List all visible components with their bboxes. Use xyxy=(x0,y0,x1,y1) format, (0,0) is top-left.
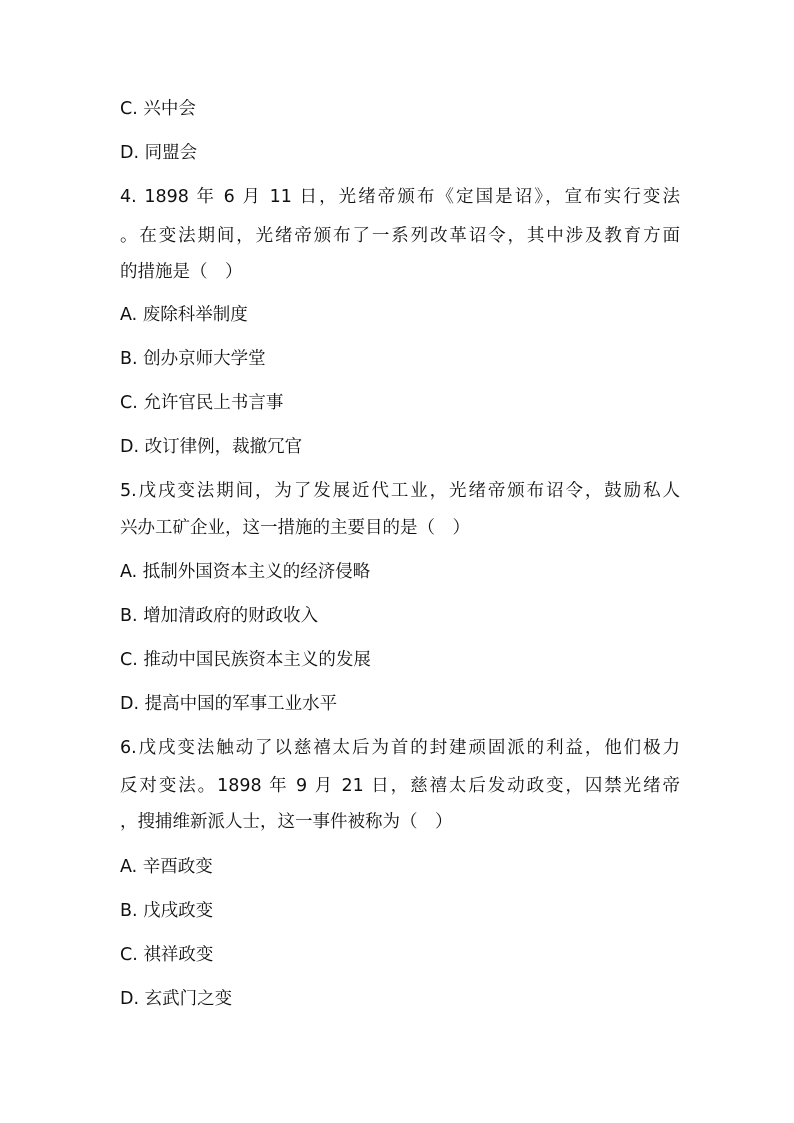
q6-option-b: B. 戊戌政变 xyxy=(120,901,214,921)
q3-option-d: D. 同盟会 xyxy=(120,143,198,163)
q5-option-b: B. 增加清政府的财政收入 xyxy=(120,606,319,626)
q5-option-c: C. 推动中国民族资本主义的发展 xyxy=(120,650,371,670)
q5-option-d: D. 提高中国的军事工业水平 xyxy=(120,694,338,714)
q4-option-c: C. 允许官民上书言事 xyxy=(120,393,284,413)
q6-stem-line3: ，搜捕维新派人士，这一事件被称为（ ） xyxy=(120,812,453,832)
q4-stem-line1: 4. 1898 年 6 月 11 日，光绪帝颁布《定国是诏》，宣布实行变法 xyxy=(120,187,680,207)
q4-option-d: D. 改订律例，裁撤冗官 xyxy=(120,437,303,457)
q4-option-a: A. 废除科举制度 xyxy=(120,305,248,325)
q6-option-d: D. 玄武门之变 xyxy=(120,989,233,1009)
q5-stem-line2: 兴办工矿企业，这一措施的主要目的是（ ） xyxy=(120,518,470,538)
q6-option-a: A. 辛酉政变 xyxy=(120,857,213,877)
q4-stem-line2: 。在变法期间，光绪帝颁布了一系列改革诏令，其中涉及教育方面 xyxy=(120,226,680,246)
q4-option-b: B. 创办京师大学堂 xyxy=(120,349,266,369)
q6-stem-line1: 6.戊戌变法触动了以慈禧太后为首的封建顽固派的利益，他们极力 xyxy=(120,738,680,758)
q3-option-c: C. 兴中会 xyxy=(120,99,196,119)
q5-option-a: A. 抵制外国资本主义的经济侵略 xyxy=(120,562,371,582)
q6-option-c: C. 祺祥政变 xyxy=(120,945,214,965)
q4-stem-line3: 的措施是（ ） xyxy=(120,262,243,282)
q6-stem-line2: 反对变法。1898 年 9 月 21 日，慈禧太后发动政变，囚禁光绪帝 xyxy=(120,776,680,796)
q5-stem-line1: 5.戊戌变法期间，为了发展近代工业，光绪帝颁布诏令，鼓励私人 xyxy=(120,481,680,501)
